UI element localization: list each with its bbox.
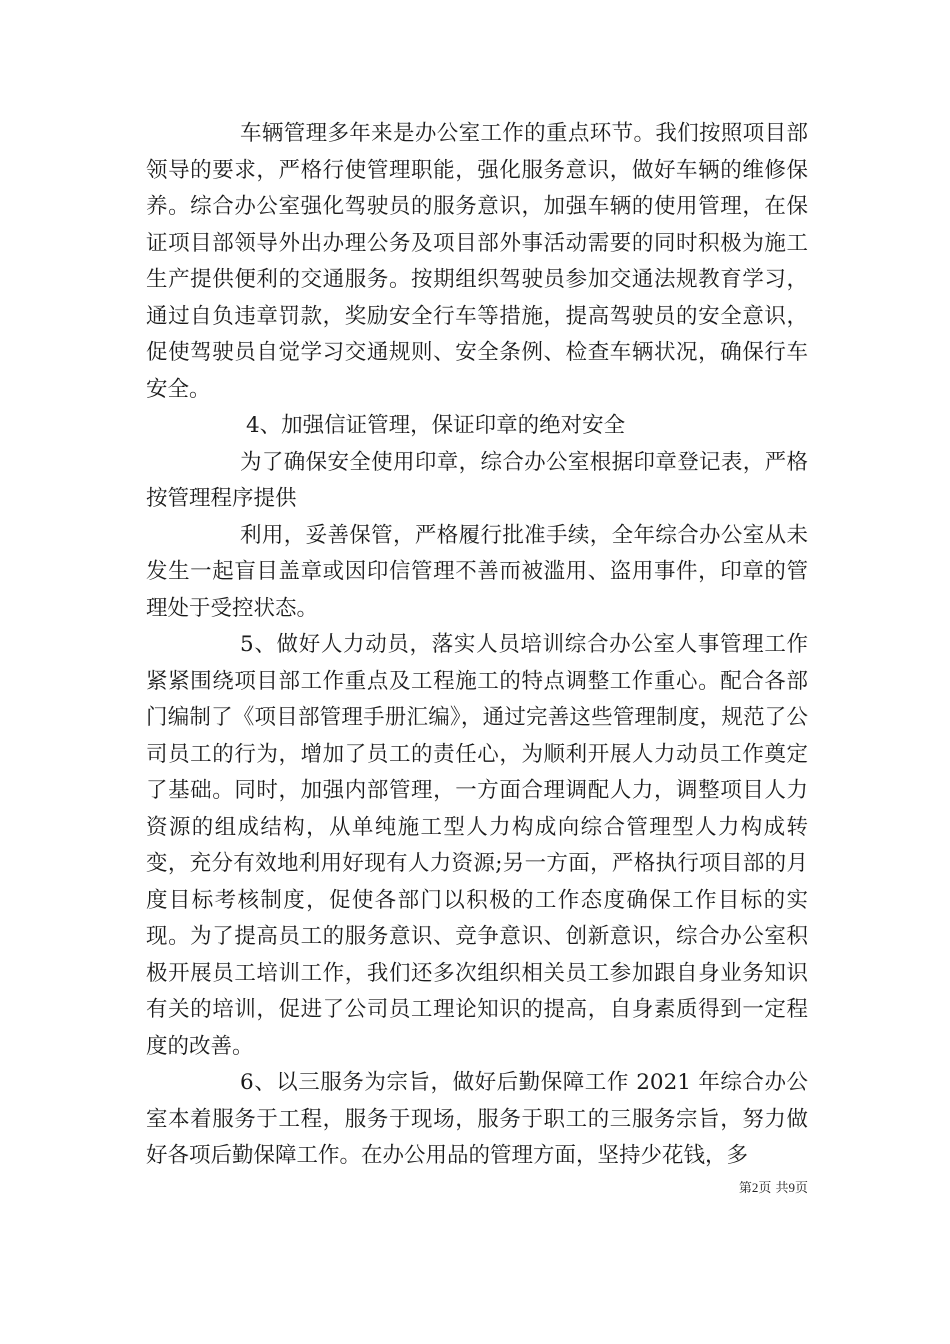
page-footer bbox=[739, 1177, 808, 1196]
paragraph-vehicle-management: 车辆管理多年来是办公室工作的重点环节。我们按照项目部领导的要求，严格行使管理职能，强化服务意识，做好车辆的维修保养。综合办公室强化驾驶员的服务意识，加强车辆的使用管理，在保证项目部领导外出办理公务及项目部外事活动需要的同时积极为施工生产提供便利的交通服务。按期组织驾驶员参加交通法规教育学习，通过自负违章罚款，奖励安全行车等措施，提高驾驶员的安全意识，促使驾驶员自觉学习交通规则、安全条例、检查车辆状况，确保行车安全。 bbox=[146, 121, 808, 402]
footer-current-page: 2 bbox=[751, 1180, 759, 1195]
footer-total-pages: 9 bbox=[788, 1180, 795, 1195]
document-body bbox=[146, 116, 808, 1175]
footer-prefix: 第 bbox=[738, 1181, 752, 1196]
footer-suffix: 页 bbox=[794, 1181, 808, 1196]
footer-middle: 页 共 bbox=[758, 1181, 789, 1196]
paragraph-seal-custody: 利用，妥善保管，严格履行批准手续，全年综合办公室从未发生一起盲目盖章或因印信管理不善而被滥用、盗用事件，印章的管理处于受控状态。 bbox=[146, 522, 808, 621]
section-heading-seal-management: 4、加强信证管理，保证印章的绝对安全 bbox=[246, 413, 626, 438]
paragraph-logistics-support: 6、以三服务为宗旨，做好后勤保障工作 2021 年综合办公室本着服务于工程，服务于现场，服务于职工的三服务宗旨，努力做好各项后勤保障工作。在办公用品的管理方面，坚持少花钱，多 bbox=[146, 1070, 808, 1168]
paragraph-seal-usage: 为了确保安全使用印章，综合办公室根据印章登记表，严格按管理程序提供 bbox=[146, 449, 808, 511]
paragraph-personnel-training: 5、做好人力动员，落实人员培训综合办公室人事管理工作紧紧围绕项目部工作重点及工程施工的特点调整工作重心。配合各部门编制了《项目部管理手册汇编》，通过完善这些管理制度，规范了公司员工的行为，增加了员工的责任心，为顺利开展人力动员工作奠定了基础。同时，加强内部管理，一方面合理调配人力，调整项目人力资源的组成结构，从单纯施工型人力构成向综合管理型人力构成转变，充分有效地利用好现有人力资源;另一方面，严格执行项目部的月度目标考核制度，促使各部门以积极的工作态度确保工作目标的实现。为了提高员工的服务意识、竞争意识、创新意识，综合办公室积极开展员工培训工作，我们还多次组织相关员工参加跟自身业务知识有关的培训，促进了公司员工理论知识的提高，自身素质得到一定程度的改善。 bbox=[146, 632, 808, 1059]
